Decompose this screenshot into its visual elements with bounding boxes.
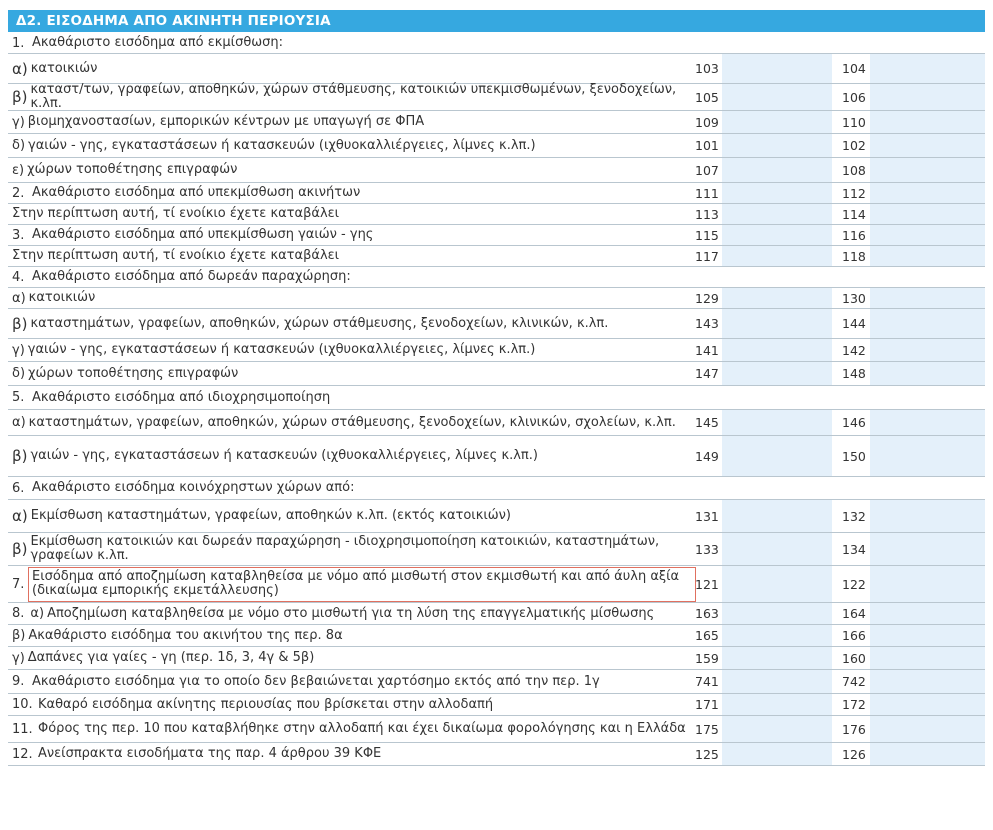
form-row <box>8 694 985 716</box>
form-row <box>8 603 985 625</box>
amount-input[interactable] <box>870 743 985 765</box>
sub-letter: ε) <box>12 162 25 178</box>
form-row <box>8 158 985 183</box>
field-code: 134 <box>842 541 866 557</box>
field-code: 106 <box>842 89 866 105</box>
row-number: 9. <box>12 674 25 689</box>
row-label: Ακαθάριστο εισόδημα του ακινήτου της περ. 8α <box>28 627 343 643</box>
row-number: 2. <box>12 185 25 201</box>
form-row <box>8 288 985 309</box>
amount-input[interactable] <box>870 246 985 266</box>
row-label: καταστημάτων, γραφείων, αποθηκών, χώρων στάθμευσης, ξενοδοχείων, κλινικών, σχολείων, κ.λπ. <box>28 414 676 430</box>
sub-letter: β) <box>12 540 28 558</box>
form-row <box>8 183 985 204</box>
row-sub-item <box>12 647 692 669</box>
form-row <box>8 533 985 566</box>
field-code: 108 <box>842 162 866 178</box>
amount-input[interactable] <box>870 288 985 308</box>
field-code: 147 <box>695 366 719 381</box>
row-sub-item <box>12 500 692 532</box>
field-code: 125 <box>695 746 719 762</box>
sub-letter: γ) <box>12 114 25 130</box>
row-label: Ακαθάριστο εισόδημα από υπεκμίσθωση ακινήτων <box>32 185 361 200</box>
row-label: Εισόδημα από αποζημίωση καταβληθείσα με νόμο από μισθωτή στον εκμισθωτή και από άυλη αξία (δικαίωμα εμπορικής εκμετάλλευσης) <box>32 569 680 598</box>
field-code: 172 <box>842 697 866 712</box>
amount-input[interactable] <box>870 158 985 182</box>
field-code: 109 <box>695 114 719 130</box>
sub-letter: δ) <box>12 138 26 153</box>
field-code: 148 <box>842 366 866 381</box>
row-number: 1. <box>12 35 25 51</box>
amount-input[interactable] <box>870 625 985 646</box>
field-code: 131 <box>695 508 719 524</box>
form-row <box>8 134 985 158</box>
amount-input[interactable] <box>870 694 985 715</box>
row-number: 3. <box>12 227 25 243</box>
form-row <box>8 670 985 694</box>
amount-input[interactable] <box>722 625 832 646</box>
row-number: 7. <box>12 576 25 592</box>
row-sub-item <box>12 436 692 476</box>
amount-input[interactable] <box>722 158 832 182</box>
amount-input[interactable] <box>870 436 985 476</box>
row-sub-item <box>12 309 692 338</box>
field-code: 163 <box>695 606 719 621</box>
amount-input[interactable] <box>722 183 832 203</box>
field-code: 142 <box>842 342 866 358</box>
field-code: 105 <box>695 89 719 105</box>
row-label: γαιών - γης, εγκαταστάσεων ή κατασκευών (ιχθυοκαλλιέργειες, λίμνες κ.λπ.) <box>30 448 538 463</box>
row-sub-item <box>12 158 692 182</box>
field-code: 164 <box>842 606 866 621</box>
amount-input[interactable] <box>870 566 985 602</box>
row-label: γαιών - γης, εγκαταστάσεων ή κατασκευών (ιχθυοκαλλιέργειες, λίμνες κ.λπ.) <box>27 342 536 357</box>
sub-letter: δ) <box>12 366 26 381</box>
amount-input[interactable] <box>722 743 832 765</box>
field-code: 103 <box>695 61 719 76</box>
form-row <box>8 647 985 670</box>
sub-letter: β) <box>12 628 26 643</box>
field-code: 742 <box>842 674 866 689</box>
row-label: Ακαθάριστο εισόδημα από υπεκμίσθωση γαιών - γης <box>32 227 374 242</box>
field-code: 111 <box>695 185 719 201</box>
row-label: Δαπάνες για γαίες - γη (περ. 1δ, 3, 4γ & 5β) <box>27 650 315 665</box>
row-label: Στην περίπτωση αυτή, τί ενοίκιο έχετε καταβάλει <box>12 248 340 263</box>
row-sub-item <box>12 54 692 83</box>
row-sub-item <box>12 84 692 110</box>
field-code: 741 <box>695 674 719 689</box>
amount-input[interactable] <box>870 670 985 693</box>
sub-letter: α) <box>12 290 26 306</box>
row-label: καταστημάτων, γραφείων, αποθηκών, χώρων στάθμευσης, ξενοδοχείων, κλινικών, κ.λπ. <box>30 315 609 331</box>
field-code: 176 <box>842 721 866 737</box>
field-code: 126 <box>842 746 866 762</box>
form-row <box>8 410 985 436</box>
field-code: 145 <box>695 415 719 430</box>
amount-input[interactable] <box>722 603 832 624</box>
row-label: Ακαθάριστο εισόδημα από δωρεάν παραχώρηση: <box>32 269 351 284</box>
row-sub-item <box>12 362 692 385</box>
row-label: Φόρος της περ. 10 που καταβλήθηκε στην αλλοδαπή και έχει δικαίωμα φορολόγησης και η Ελλάδα <box>38 721 686 736</box>
form-row <box>8 84 985 111</box>
amount-input[interactable] <box>722 670 832 693</box>
amount-input[interactable] <box>722 716 832 742</box>
sub-letter: α) <box>12 59 28 78</box>
field-code: 171 <box>695 697 719 712</box>
field-code: 117 <box>695 248 719 264</box>
form-row <box>8 500 985 533</box>
amount-input[interactable] <box>870 225 985 245</box>
form-row <box>8 54 985 84</box>
amount-input[interactable] <box>722 204 832 224</box>
amount-input[interactable] <box>870 410 985 435</box>
field-code: 146 <box>842 415 866 430</box>
form-row <box>8 625 985 647</box>
amount-input[interactable] <box>722 533 832 565</box>
form-row <box>8 225 985 246</box>
row-sub-item <box>12 603 692 624</box>
form-row <box>8 362 985 386</box>
field-code: 121 <box>695 576 719 592</box>
row-sub-item <box>12 288 692 308</box>
row-label: Ακαθάριστο εισόδημα για το οποίο δεν βεβαιώνεται χαρτόσημο εκτός από την περ. 1γ <box>32 673 600 689</box>
section-header: Δ2. ΕΙΣΟΔΗΜΑ ΑΠΟ ΑΚΙΝΗΤΗ ΠΕΡΙΟΥΣΙΑ <box>8 10 985 32</box>
form-row <box>8 716 985 743</box>
field-code: 104 <box>842 61 866 76</box>
amount-input[interactable] <box>870 54 985 83</box>
field-code: 122 <box>842 576 866 592</box>
row-label: Ακαθάριστο εισόδημα από εκμίσθωση: <box>32 35 284 50</box>
highlighted-row-outline <box>28 567 696 602</box>
sub-letter: α) <box>12 507 28 525</box>
form-row <box>8 267 985 288</box>
amount-input[interactable] <box>722 54 832 83</box>
field-code: 114 <box>842 206 866 222</box>
row-label: χώρων τοποθέτησης επιγραφών <box>28 365 239 381</box>
field-code: 112 <box>842 185 866 201</box>
amount-input[interactable] <box>722 225 832 245</box>
row-label: Εκμίσθωση καταστημάτων, γραφείων, αποθηκών κ.λπ. (εκτός κατοικιών) <box>30 508 511 523</box>
amount-input[interactable] <box>870 134 985 157</box>
sub-letter: α) <box>12 415 26 430</box>
amount-input[interactable] <box>722 410 832 435</box>
form-row <box>8 204 985 225</box>
amount-input[interactable] <box>722 436 832 476</box>
field-code: 116 <box>842 227 866 243</box>
sub-letter: γ) <box>12 650 25 666</box>
row-label: Καθαρό εισόδημα ακίνητης περιουσίας που βρίσκεται στην αλλοδαπή <box>38 696 494 712</box>
amount-input[interactable] <box>722 362 832 385</box>
form-row <box>8 246 985 267</box>
amount-input[interactable] <box>722 134 832 157</box>
sub-letter: β) <box>12 447 28 465</box>
field-code: 129 <box>695 290 719 306</box>
form-row <box>8 477 985 500</box>
form-row <box>8 386 985 410</box>
field-code: 160 <box>842 650 866 666</box>
amount-input[interactable] <box>722 246 832 266</box>
row-sub-item <box>12 111 692 133</box>
field-code: 110 <box>842 114 866 130</box>
field-code: 141 <box>695 342 719 358</box>
row-sub-item <box>12 625 692 646</box>
field-code: 175 <box>695 721 719 737</box>
row-label: κατοικιών <box>30 60 98 76</box>
field-code: 132 <box>842 508 866 524</box>
field-code: 133 <box>695 541 719 557</box>
amount-input[interactable] <box>870 603 985 624</box>
amount-input[interactable] <box>722 339 832 361</box>
row-label: Ανείσπρακτα εισοδήματα της παρ. 4 άρθρου 39 ΚΦΕ <box>38 746 382 761</box>
field-code: 130 <box>842 290 866 306</box>
row-label: βιομηχανοστασίων, εμπορικών κέντρων με υπαγωγή σε ΦΠΑ <box>27 114 425 129</box>
amount-input[interactable] <box>722 694 832 715</box>
row-label: κατοικιών <box>28 290 96 305</box>
field-code: 165 <box>695 628 719 643</box>
row-label: Εκμίσθωση κατοικιών και δωρεάν παραχώρηση - ιδιοχρησιμοποίηση κατοικιών, καταστημάτων, γραφείων κ.λπ. <box>30 534 660 563</box>
field-code: 107 <box>695 162 719 178</box>
form-row <box>8 111 985 134</box>
row-number: 12. <box>12 746 33 762</box>
row-number: 6. <box>12 480 25 496</box>
amount-input[interactable] <box>722 111 832 133</box>
amount-input[interactable] <box>722 84 832 110</box>
field-code: 118 <box>842 248 866 264</box>
field-code: 143 <box>695 316 719 331</box>
row-label: Αποζημίωση καταβληθείσα με νόμο στο μισθωτή για τη λύση της επαγγελματικής μίσθωσης <box>47 605 655 621</box>
amount-input[interactable] <box>722 500 832 532</box>
row-number: 8. <box>12 606 25 621</box>
field-code: 102 <box>842 138 866 153</box>
amount-input[interactable] <box>870 339 985 361</box>
sub-letter: β) <box>12 88 28 106</box>
row-label: γαιών - γης, εγκαταστάσεων ή κατασκευών (ιχθυοκαλλιέργειες, λίμνες κ.λπ.) <box>28 137 536 153</box>
amount-input[interactable] <box>722 647 832 669</box>
form-row <box>8 743 985 766</box>
amount-input[interactable] <box>870 716 985 742</box>
row-label: Ακαθάριστο εισόδημα από ιδιοχρησιμοποίηση <box>32 389 331 405</box>
amount-input[interactable] <box>722 288 832 308</box>
amount-input[interactable] <box>870 362 985 385</box>
form-row <box>8 436 985 477</box>
field-code: 159 <box>695 650 719 666</box>
field-code: 101 <box>695 138 719 153</box>
field-code: 150 <box>842 448 866 464</box>
amount-input[interactable] <box>870 204 985 224</box>
sub-letter: γ) <box>12 342 25 358</box>
amount-input[interactable] <box>870 111 985 133</box>
row-label: χώρων τοποθέτησης επιγραφών <box>27 162 238 177</box>
row-sub-item <box>12 134 692 157</box>
amount-input[interactable] <box>870 84 985 110</box>
form-row <box>8 339 985 362</box>
row-sub-item <box>12 339 692 361</box>
field-code: 115 <box>695 227 719 243</box>
row-label: καταστ/των, γραφείων, αποθηκών, χώρων στάθμευσης, κατοικιών υπεκμισθωμένων, ξενοδοχείων, κ.λπ. <box>30 82 677 111</box>
field-code: 113 <box>695 206 719 222</box>
amount-input[interactable] <box>870 533 985 565</box>
form-row <box>8 309 985 339</box>
amount-input[interactable] <box>870 183 985 203</box>
row-sub-item <box>12 533 692 565</box>
amount-input[interactable] <box>722 309 832 338</box>
field-code: 149 <box>695 448 719 464</box>
sub-letter: α) <box>30 606 45 621</box>
amount-input[interactable] <box>870 500 985 532</box>
row-number: 10. <box>12 697 33 712</box>
row-label: Ακαθάριστο εισόδημα κοινόχρηστων χώρων από: <box>32 480 355 495</box>
row-sub-item <box>12 410 692 435</box>
row-number: 11. <box>12 721 33 737</box>
row-number: 5. <box>12 390 25 405</box>
sub-letter: β) <box>12 314 28 333</box>
form-row <box>8 33 985 54</box>
field-code: 144 <box>842 316 866 331</box>
amount-input[interactable] <box>870 647 985 669</box>
row-number: 4. <box>12 269 25 285</box>
field-code: 166 <box>842 628 866 643</box>
amount-input[interactable] <box>870 309 985 338</box>
amount-input[interactable] <box>722 566 832 602</box>
row-label: Στην περίπτωση αυτή, τί ενοίκιο έχετε καταβάλει <box>12 206 340 221</box>
